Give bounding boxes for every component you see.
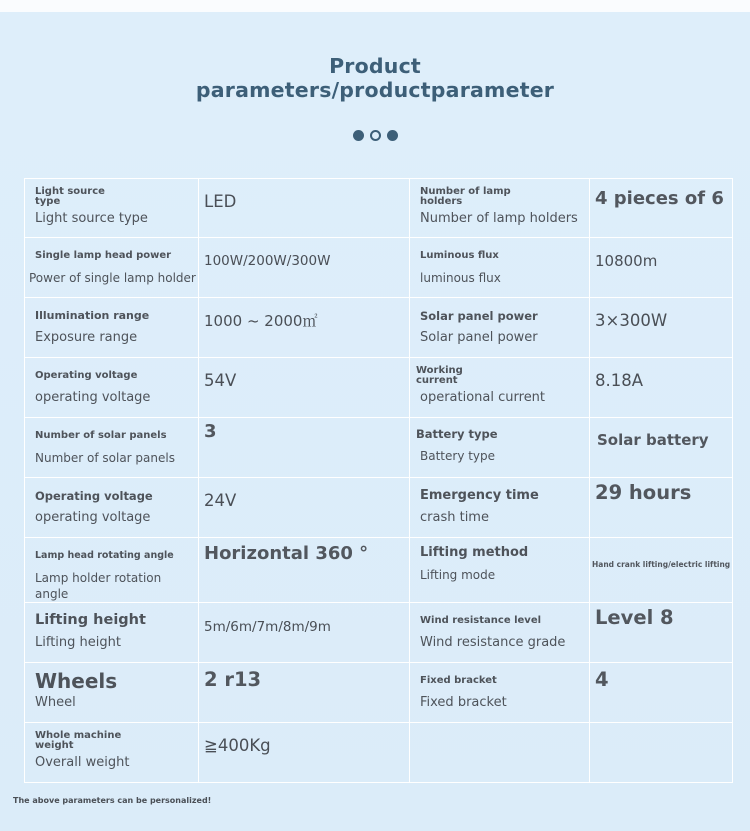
title-line-2: parameters/productparameter xyxy=(195,78,555,102)
param-label-cn: operating voltage xyxy=(35,390,151,405)
param-value xyxy=(199,723,410,783)
param-label-cn: Solar panel power xyxy=(420,330,538,345)
table-row xyxy=(25,478,733,538)
param-label-cn: Power of single lamp holder xyxy=(29,271,196,285)
param-value xyxy=(199,663,410,723)
param-label xyxy=(25,358,199,418)
param-value xyxy=(199,298,410,358)
param-value-text: 2 r13 xyxy=(204,668,262,691)
param-label xyxy=(25,538,199,603)
param-label-en: Operating voltage xyxy=(35,370,138,381)
decorative-dots xyxy=(0,130,750,141)
param-label-en: Number of lamp holders xyxy=(420,186,511,207)
table-row xyxy=(25,179,733,238)
param-label-en: Working current xyxy=(416,365,463,386)
dot-icon xyxy=(353,130,364,141)
param-value xyxy=(199,179,410,238)
param-label xyxy=(25,663,199,723)
table-row xyxy=(25,723,733,783)
param-label-en: Operating voltage xyxy=(35,489,153,503)
param-label xyxy=(25,298,199,358)
param-value-text: 24V xyxy=(204,491,237,510)
param-value-text: 3×300W xyxy=(595,311,668,330)
param-value-text: Level 8 xyxy=(595,606,674,629)
param-label-en: Whole machine weight xyxy=(35,730,122,751)
param-label-en: Battery type xyxy=(416,427,498,441)
title-line-1: Product xyxy=(329,54,421,78)
param-label xyxy=(410,603,590,663)
table-row xyxy=(25,358,733,418)
param-label-cn: operating voltage xyxy=(35,510,151,525)
param-value-text: 100W/200W/300W xyxy=(204,253,331,269)
param-label-cn: crash time xyxy=(420,510,489,525)
param-label xyxy=(410,418,590,478)
param-value-text: Horizontal 360 ° xyxy=(204,543,369,564)
table-row xyxy=(25,603,733,663)
param-label-cn: Lamp holder rotation angle xyxy=(35,571,162,601)
param-value-text: LED xyxy=(204,192,237,211)
param-label-cn: Number of lamp holders xyxy=(420,211,578,226)
param-label-cn: operational current xyxy=(420,390,546,405)
param-label xyxy=(410,663,590,723)
param-value-text: 3 xyxy=(204,421,217,442)
param-label-en: Illumination range xyxy=(35,309,150,322)
param-label-en: Lifting method xyxy=(420,545,529,560)
param-label-cn: Lifting height xyxy=(35,635,121,650)
param-label-cn: Lifting mode xyxy=(420,568,496,582)
param-value xyxy=(199,418,410,478)
param-value xyxy=(199,603,410,663)
parameter-table xyxy=(24,178,733,783)
page-title xyxy=(0,54,750,102)
param-value xyxy=(199,358,410,418)
param-value-text: Solar battery xyxy=(597,431,709,449)
param-value-text: 1000 ~ 2000㎡ xyxy=(204,312,318,330)
param-value-text: 5m/6m/7m/8m/9m xyxy=(204,619,331,635)
table-row xyxy=(25,238,733,298)
dot-icon xyxy=(387,130,398,141)
param-value xyxy=(199,538,410,603)
param-label xyxy=(25,603,199,663)
param-label-en: Number of solar panels xyxy=(35,430,167,441)
param-label xyxy=(410,179,590,238)
param-label-en: Single lamp head power xyxy=(35,250,172,261)
param-value-text: 10800m xyxy=(595,252,658,270)
table-row xyxy=(25,298,733,358)
param-value xyxy=(590,418,733,478)
param-value-text: 4 xyxy=(595,668,609,691)
param-label xyxy=(410,478,590,538)
param-label xyxy=(410,238,590,298)
param-label-cn: Wind resistance grade xyxy=(420,635,566,650)
param-label xyxy=(25,723,199,783)
param-value-text: 29 hours xyxy=(595,481,692,504)
param-value xyxy=(590,298,733,358)
param-value xyxy=(590,238,733,298)
table-row xyxy=(25,538,733,603)
param-label xyxy=(25,179,199,238)
param-value xyxy=(590,603,733,663)
dot-hollow-icon xyxy=(370,130,381,141)
param-label-cn: Overall weight xyxy=(35,755,130,770)
param-label-cn: Battery type xyxy=(420,449,496,463)
param-label-cn: Wheel xyxy=(35,695,76,710)
param-value xyxy=(590,478,733,538)
param-label-en: Lifting height xyxy=(35,612,146,628)
param-label-en: Wheels xyxy=(35,669,118,693)
table-row xyxy=(25,418,733,478)
param-label-cn: Light source type xyxy=(35,211,148,226)
table-row xyxy=(25,663,733,723)
param-label-en: Emergency time xyxy=(420,488,539,503)
param-label-en: Lamp head rotating angle xyxy=(35,550,174,561)
param-label xyxy=(410,298,590,358)
empty-cell xyxy=(590,723,733,783)
param-label-cn: Exposure range xyxy=(35,330,138,345)
param-label-en: Wind resistance level xyxy=(420,615,542,626)
param-value-text: ≧400Kg xyxy=(204,736,271,755)
param-label-en: Luminous flux xyxy=(420,250,499,261)
param-value xyxy=(199,478,410,538)
footnote: The above parameters can be personalized! xyxy=(13,796,212,805)
param-value-text: 4 pieces of 6 xyxy=(595,188,724,209)
empty-cell xyxy=(410,723,590,783)
param-value xyxy=(590,538,733,603)
param-label xyxy=(410,358,590,418)
param-value xyxy=(590,663,733,723)
param-label xyxy=(25,478,199,538)
param-label-cn: Fixed bracket xyxy=(420,695,507,710)
param-label-en: Fixed bracket xyxy=(420,675,497,686)
param-value xyxy=(590,179,733,238)
param-label-cn: Number of solar panels xyxy=(35,451,175,465)
param-label-en: Solar panel power xyxy=(420,309,538,323)
param-label-en: Light source type xyxy=(35,186,105,207)
param-label xyxy=(25,238,199,298)
param-value-text: 8.18A xyxy=(595,371,644,390)
param-label-cn: luminous flux xyxy=(420,271,501,285)
param-value-text: 54V xyxy=(204,371,237,390)
param-value xyxy=(590,358,733,418)
param-label xyxy=(25,418,199,478)
param-value-text: Hand crank lifting/electric lifting xyxy=(592,560,731,569)
param-label xyxy=(410,538,590,603)
param-value xyxy=(199,238,410,298)
